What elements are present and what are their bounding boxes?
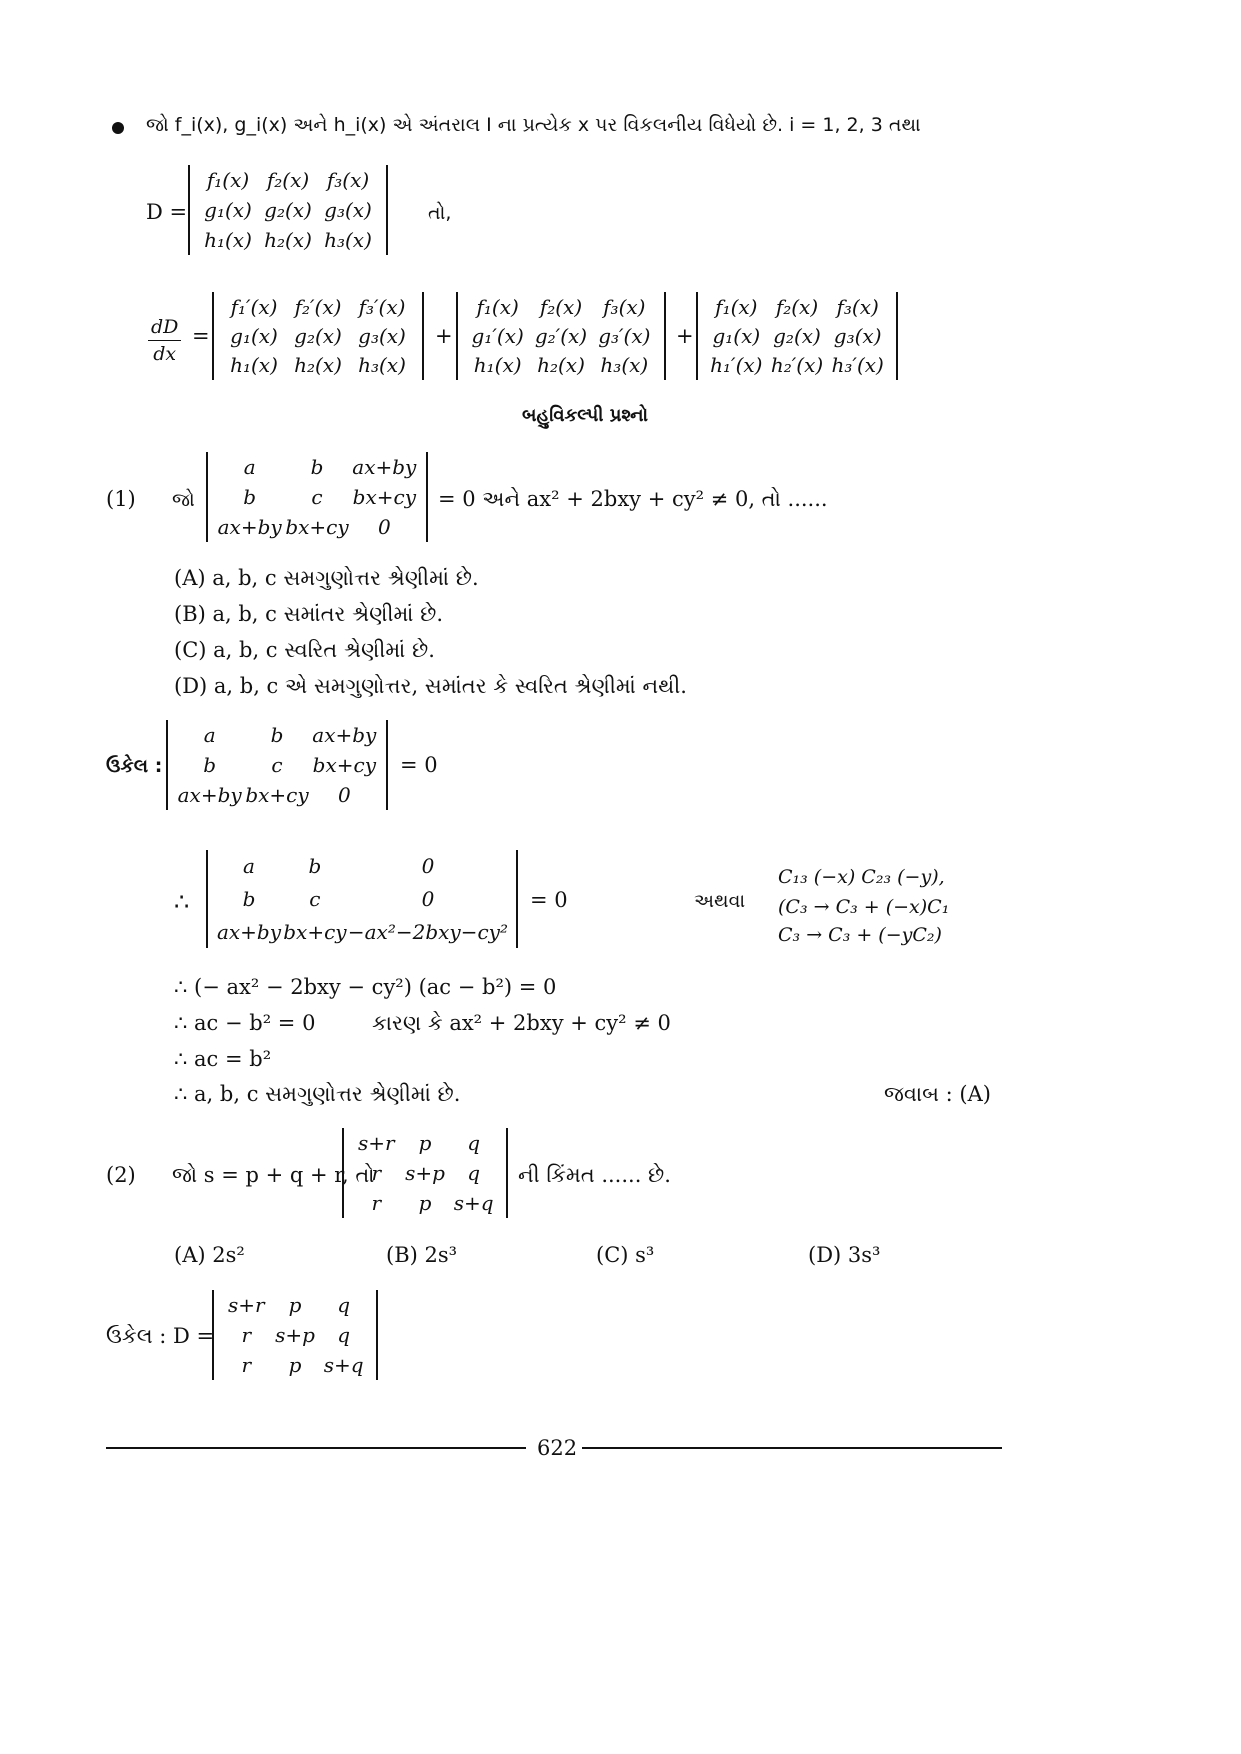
cell: r: [371, 1191, 382, 1215]
cell: s+p: [275, 1323, 315, 1347]
cell: h₂(x): [264, 228, 312, 252]
cell: bx+cy: [285, 515, 349, 539]
cell: g₃(x): [324, 198, 372, 222]
cell: g₁(x): [204, 198, 252, 222]
q1-answer: જવાબ : (A): [884, 1082, 991, 1106]
section-title: બહુવિકલ્પી પ્રશ્નો: [522, 405, 649, 426]
cell: q: [467, 1131, 481, 1155]
cell: s+r: [228, 1293, 265, 1317]
cell: bx+cy: [352, 485, 416, 509]
cell: s+p: [405, 1161, 445, 1185]
cell: h₃(x): [324, 228, 372, 252]
cell: g₂(x): [264, 198, 312, 222]
cell: a: [203, 723, 216, 747]
cell: g₁(x): [712, 323, 761, 348]
cell: 0: [421, 854, 435, 879]
cell: c: [271, 753, 283, 777]
q1-step-2: ∴ ac − b² = 0: [174, 1011, 316, 1035]
q2-number: (2): [106, 1163, 136, 1187]
derivative-fraction: [148, 316, 181, 365]
cell: s+r: [358, 1131, 395, 1155]
cell: h₁(x): [230, 353, 278, 378]
cell: ax+by: [352, 455, 417, 479]
cell: c: [309, 886, 321, 911]
derivative-matrix-3: [696, 292, 898, 380]
cell: r: [371, 1161, 382, 1185]
cell: ax+by: [312, 723, 377, 747]
q1-if: જો: [172, 489, 195, 511]
cell: f₂(x): [775, 294, 819, 319]
q1-step-matrix: [206, 850, 518, 948]
cell: a: [243, 455, 256, 479]
cell: f₃(x): [326, 168, 370, 192]
bullet-icon: [112, 122, 124, 134]
cell: f₂(x): [266, 168, 310, 192]
q1-solution-eq: = 0: [400, 753, 438, 777]
or-text: અથવા: [694, 890, 746, 912]
q1-step-1: ∴ (− ax² − 2bxy − cy²) (ac − b²) = 0: [174, 975, 557, 999]
q1-reason: કારણ કે ax² + 2bxy + cy² ≠ 0: [372, 1011, 671, 1035]
fraction-numerator: dD: [148, 316, 181, 341]
cell: h₃′(x): [831, 353, 884, 378]
q2-option-a: (A) 2s²: [174, 1243, 245, 1267]
q1-step-eq: = 0: [530, 888, 568, 912]
cell: p: [418, 1131, 432, 1155]
column-op-2: (C₃ → C₃ + (−x)C₁: [778, 896, 950, 918]
column-op-1: C₁₃ (−x) C₂₃ (−y),: [778, 866, 945, 888]
cell: b: [243, 485, 257, 509]
cell: f₃(x): [836, 294, 879, 319]
D-label: D =: [146, 200, 188, 224]
q1-solution-matrix: [166, 720, 388, 810]
cell: b: [270, 723, 284, 747]
q1-option-a: (A) a, b, c સમગુણોત્તર શ્રેણીમાં છે.: [174, 566, 479, 590]
q1-step-4: ∴ a, b, c સમગુણોત્તર શ્રેણીમાં છે.: [174, 1082, 461, 1106]
cell: h₂(x): [537, 353, 585, 378]
cell: q: [337, 1323, 351, 1347]
cell: h₁(x): [204, 228, 252, 252]
cell: 0: [421, 886, 435, 911]
q2-solution-label: ઉકેલ : D =: [106, 1324, 215, 1348]
cell: f₁′(x): [230, 294, 278, 319]
footer-rule-right: [582, 1447, 1002, 1449]
cell: h₂′(x): [770, 353, 824, 378]
plus-sign: +: [676, 324, 694, 348]
derivative-matrix-2: [456, 292, 666, 380]
q1-matrix: [206, 452, 428, 542]
cell: b: [310, 455, 324, 479]
q2-value-text: ની કિંમત ...... છે.: [518, 1163, 671, 1187]
cell: b: [242, 886, 256, 911]
q2-option-d: (D) 3s³: [808, 1243, 881, 1267]
intro-line: જો f_i(x), g_i(x) અને h_i(x) એ અંતરાલ I ના પ્રત્યેક x પર વિકલનીય વિધેયો છે. i = 1, 2, 3 તથા: [146, 114, 921, 136]
q1-step-3: ∴ ac = b²: [174, 1047, 272, 1071]
cell: bx+cy: [312, 753, 376, 777]
cell: g₂(x): [773, 323, 821, 348]
cell: r: [241, 1353, 252, 1377]
cell: h₃(x): [358, 353, 406, 378]
cell: g₃(x): [833, 323, 882, 348]
therefore-symbol: ∴: [174, 888, 190, 916]
cell: f₂(x): [539, 294, 583, 319]
q1-option-c: (C) a, b, c સ્વરિત શ્રેણીમાં છે.: [174, 638, 435, 662]
cell: b: [203, 753, 217, 777]
D-matrix: [188, 165, 388, 255]
q1-option-d: (D) a, b, c એ સમગુણોત્તર, સમાંતર કે સ્વરિત શ્રેણીમાં નથી.: [174, 674, 687, 698]
cell: f₁(x): [476, 294, 519, 319]
cell: 0: [377, 515, 391, 539]
column-op-3: C₃ → C₃ + (−yC₂): [778, 924, 942, 946]
cell: h₁(x): [473, 353, 522, 378]
cell: f₂′(x): [294, 294, 342, 319]
cell: p: [288, 1293, 302, 1317]
q1-condition: = 0 અને ax² + 2bxy + cy² ≠ 0, તો ......: [438, 487, 828, 511]
cell: g₁(x): [230, 323, 278, 348]
cell: p: [288, 1353, 302, 1377]
cell: ax+by: [216, 919, 281, 944]
cell: b: [308, 854, 322, 879]
q2-solution-matrix: [212, 1290, 378, 1380]
q1-option-b: (B) a, b, c સમાંતર શ્રેણીમાં છે.: [174, 602, 444, 626]
cell: h₁′(x): [710, 353, 763, 378]
page-number: 622: [537, 1436, 578, 1460]
equals-sign: =: [192, 324, 210, 348]
cell: −ax²−2bxy−cy²: [347, 919, 508, 944]
q2-option-c: (C) s³: [596, 1243, 655, 1267]
cell: f₁(x): [206, 168, 250, 192]
footer-rule-left: [106, 1447, 526, 1449]
q2-matrix: [342, 1128, 508, 1218]
cell: r: [241, 1323, 252, 1347]
cell: g₁′(x): [471, 323, 524, 348]
plus-sign: +: [435, 324, 453, 348]
fraction-denominator: dx: [153, 343, 177, 365]
cell: g₂′(x): [534, 323, 588, 348]
cell: 0: [337, 783, 351, 807]
cell: s+q: [323, 1353, 364, 1377]
cell: q: [467, 1161, 481, 1185]
cell: h₃(x): [600, 353, 649, 378]
cell: ax+by: [177, 783, 242, 807]
cell: f₁(x): [715, 294, 758, 319]
cell: q: [337, 1293, 351, 1317]
derivative-matrix-1: [212, 292, 424, 380]
cell: f₃′(x): [358, 294, 406, 319]
cell: p: [418, 1191, 432, 1215]
q2-if-text: જો s = p + q + r, તો: [172, 1163, 375, 1187]
cell: g₃′(x): [598, 323, 651, 348]
cell: g₂(x): [294, 323, 342, 348]
cell: a: [243, 854, 255, 879]
cell: bx+cy: [245, 783, 309, 807]
q2-option-b: (B) 2s³: [386, 1243, 458, 1267]
cell: bx+cy: [283, 919, 347, 944]
then-text: તો,: [428, 202, 452, 224]
cell: ax+by: [217, 515, 282, 539]
q1-number: (1): [106, 487, 136, 511]
cell: f₃(x): [603, 294, 646, 319]
q1-solution-label: ઉકેલ :: [106, 755, 163, 777]
cell: g₃(x): [358, 323, 406, 348]
cell: s+q: [453, 1191, 494, 1215]
cell: c: [311, 485, 323, 509]
cell: h₂(x): [294, 353, 342, 378]
